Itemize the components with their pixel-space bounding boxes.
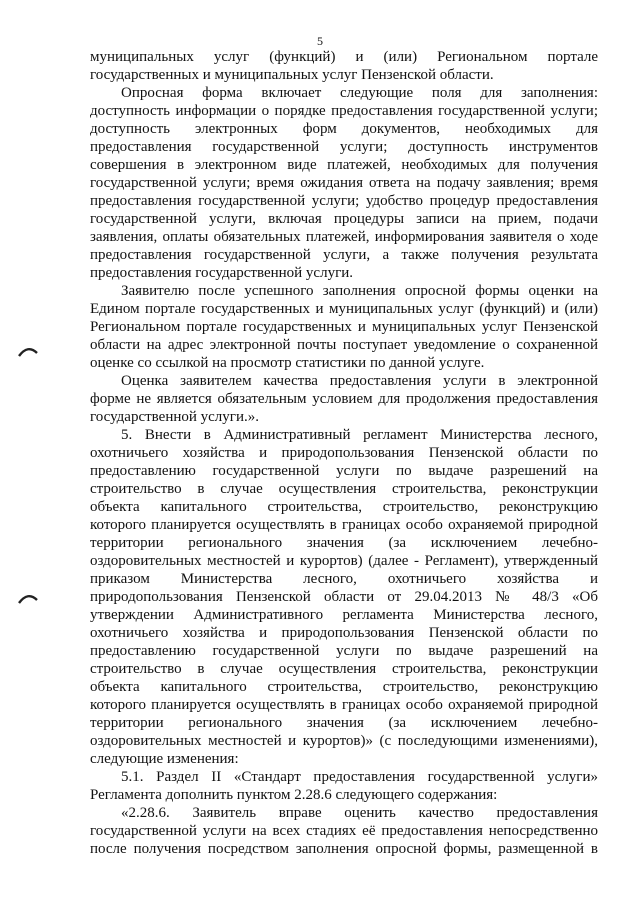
margin-hole-mark (18, 345, 38, 357)
text-line: оздоровительных местностей и курортов)» (с последующими изменениями), (90, 733, 598, 749)
text-line: Оценка заявителем качества предоставления услуги в электронной (121, 373, 598, 389)
text-line: территории регионального значения (за исключением лечебно- (90, 535, 598, 551)
text-line: доступность электронных форм документов, необходимых для (90, 121, 598, 137)
text-line: государственной услуги.». (90, 409, 259, 425)
text-line: предоставления государственной услуги, а также получения результата (90, 247, 598, 263)
text-line: форме не является обязательным условием для продолжения предоставления (90, 391, 598, 407)
text-line: предоставления государственной услуги; доступность инструментов (90, 139, 598, 155)
text-line: 5. Внести в Административный регламент Министерства лесного, (121, 427, 598, 443)
text-line: государственной услуги на всех стадиях её предоставления непосредственно (90, 823, 598, 839)
text-line: предоставления государственной услуги. (90, 265, 354, 281)
text-line: территории регионального значения (за исключением лечебно- (90, 715, 598, 731)
text-line: доступность информации о порядке предоставления государственной услуги; (90, 103, 598, 119)
text-line: утверждении Административного регламента Министерства лесного, (90, 607, 598, 623)
text-line: области на адрес электронной почты поступает уведомление о сохраненной (90, 337, 598, 353)
text-line: которого планируется осуществлять в границах особо охраняемой природной (90, 517, 598, 533)
text-line: «2.28.6. Заявитель вправе оценить качество предоставления (121, 805, 598, 821)
text-line: Заявителю после успешного заполнения опросной формы оценки на (121, 283, 598, 299)
text-line: муниципальных услуг (функций) и (или) Региональном портале (90, 49, 598, 65)
text-line: Опросная форма включает следующие поля для заполнения: (121, 85, 598, 101)
text-line: оздоровительных местностей и курортов) (далее - Регламент), утвержденный (90, 553, 598, 569)
text-line: предоставлению государственной услуги по выдаче разрешений на (90, 643, 598, 659)
text-line: после получения посредством заполнения опросной формы, размещенной в (90, 841, 598, 857)
text-line: строительство в случае осуществления строительства, реконструкции (90, 481, 598, 497)
text-line: которого планируется осуществлять в границах особо охраняемой природной (90, 697, 598, 713)
text-line: предоставлению государственной услуги по выдаче разрешений на (90, 463, 598, 479)
text-line: приказом Министерства лесного, охотничьего хозяйства и (90, 571, 598, 587)
margin-hole-mark (18, 592, 38, 604)
text-line: государственных и муниципальных услуг Пензенской области. (90, 67, 494, 83)
text-line: природопользования Пензенской области от 29.04.2013 № 48/3 «Об (90, 589, 598, 605)
text-line: объекта капитального строительства, строительство, реконструкцию (90, 679, 598, 695)
text-line: следующие изменения: (90, 751, 239, 767)
text-line: Регламента дополнить пунктом 2.28.6 следующего содержания: (90, 787, 498, 803)
text-line: Региональном портале государственных и муниципальных услуг Пензенской (90, 319, 598, 335)
text-line: государственной услуги, включая процедуры записи на прием, подачи (90, 211, 598, 227)
text-line: 5.1. Раздел II «Стандарт предоставления государственной услуги» (121, 769, 598, 785)
text-line: охотничьего хозяйства и природопользования Пензенской области по (90, 625, 598, 641)
text-line: заявления, оплаты обязательных платежей, информирования заявителя о ходе (90, 229, 598, 245)
text-line: государственной услуги; время ожидания ответа на подачу заявления; время (90, 175, 598, 191)
text-line: строительство в случае осуществления строительства, реконструкции (90, 661, 598, 677)
document-body (90, 48, 598, 858)
text-line: совершения в электронном виде платежей, необходимых для получения (90, 157, 598, 173)
text-line: Едином портале государственных и муниципальных услуг (функций) и (или) (90, 301, 598, 317)
text-line: объекта капитального строительства, строительство, реконструкцию (90, 499, 598, 515)
text-line: предоставления государственной услуги; удобство процедур предоставления (90, 193, 598, 209)
text-line: оценке со ссылкой на просмотр статистики по данной услуге. (90, 355, 485, 371)
text-line: охотничьего хозяйства и природопользования Пензенской области по (90, 445, 598, 461)
page-number: 5 (317, 34, 323, 48)
